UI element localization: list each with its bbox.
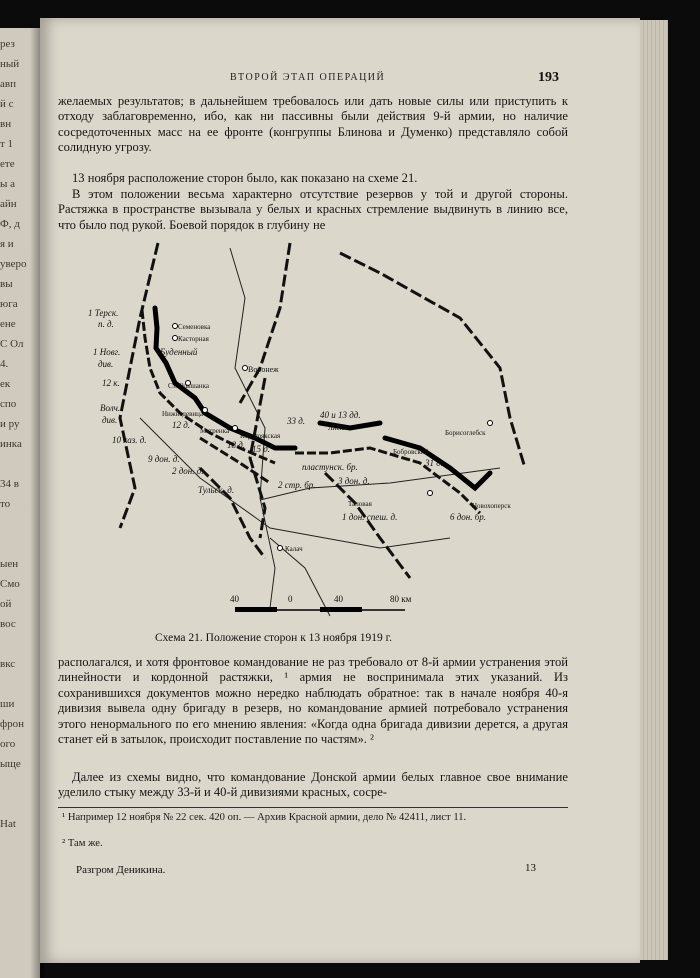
left-page-fragment: ыен [0,558,19,570]
map-labels [88,308,511,553]
paragraph-1: желаемых результатов; в дальнейшем требовалось или дать новые силы или приступить к отходу заблаговременно, ибо, как ни пассивны были действия 9-й армии, но наличие сосредоточенных масс на ее фронте (конгруппы Блинова и Думенко) представляло собой солидную угрозу. [58,94,568,155]
left-page-fragment: Ф, д [0,218,20,230]
left-page-fragment: уверо [0,258,27,270]
paragraph-2: 13 ноября расположение сторон было, как показано на схеме 21. [72,171,418,185]
left-page-fragment: ыще [0,758,21,770]
map-label: 18 д. [227,440,246,450]
map-label: 10 каз. д. [112,435,147,445]
scale-label: 80 км [390,594,412,604]
map-label: 12 д. [172,420,191,430]
left-page-fragment: и ру [0,418,20,430]
map-label: Бобровский [393,448,429,456]
map-label: 33 д. [287,416,306,426]
page-number: 193 [538,70,559,85]
map-label: Нижнедевица [162,410,203,418]
map-label: 1 Новг. [93,347,121,357]
scale-label: 0 [288,594,293,604]
map-label: Касторная [178,335,209,343]
sheet-number: 13 [525,862,536,874]
map-label: 1 Терск. [88,308,119,318]
map-label: Калач [285,545,303,553]
left-page-fragment: ене [0,318,16,330]
left-page-fragment: юга [0,298,18,310]
left-page-fragment: ы а [0,178,16,190]
left-page-fragment: ого [0,738,16,750]
left-page-fragment: т 1 [0,138,14,150]
left-page-fragment: то [0,498,11,510]
map-label: пластунск. бр. [302,462,358,472]
left-page-fragment: вос [0,618,16,630]
map-label: Тульск. д. [198,485,235,495]
left-page-fragment: вн [0,118,12,130]
map-label: Новохоперск [472,502,511,510]
map-label: Воронеж [248,365,279,374]
figure-caption: Схема 21. Положение сторон к 13 ноября 1919 г. [155,632,392,644]
left-page-fragment: Смо [0,578,20,590]
map-label: 2 стр. бр. [278,480,316,490]
paragraph-5: Далее из схемы видно, что командование Донской армии белых главное свое внимание уделило стыку между 33-й и 40-й дивизиями красных, сосре- [58,770,568,800]
signature-mark: Разгром Деникина. [76,864,166,876]
map-label: 31 д. [425,458,444,468]
scale-bar [230,594,412,612]
footnote-rule [58,807,568,808]
left-page-fragment: инка [0,438,22,450]
map-label: Ст. Ольшанка [168,382,209,390]
map-label: Борисоглебск [445,429,486,437]
left-page-fragment: ный [0,58,20,70]
left-page-fragment: я и [0,238,14,250]
left-page-fragment: ой [0,598,12,610]
map-label: Буденный [160,347,198,357]
map-label: Волч. [100,403,121,413]
left-page-fragment: 4. [0,358,9,370]
map-label: Матренка [200,427,230,435]
left-page-fragment: Hat [0,818,16,830]
map-label: 40 и 13 дд. [320,410,361,420]
left-page-fragment: вы [0,278,13,290]
map-label: 2 дон. д. [172,466,204,476]
left-page-fragment: фрон [0,718,25,730]
left-page-fragment: айн [0,198,17,210]
left-page-fragment: спо [0,398,17,410]
map-label: Лиски [328,424,347,432]
map-label: 15 д. [252,444,271,454]
running-header: ВТОРОЙ ЭТАП ОПЕРАЦИЙ [230,72,386,83]
map-label: 3 дон. д. [338,476,370,486]
left-page-fragment: й с [0,98,14,110]
map-label: Коротоякская [240,432,281,440]
map-label: Таловая [348,500,372,508]
map-label: п. д. [98,319,114,329]
map-label: 9 дон. д. [148,454,180,464]
footnote-2: ² Там же. [62,838,103,849]
left-page-fragment: авп [0,78,16,90]
left-page-fragment: вкс [0,658,16,670]
left-page-fragment: рез [0,38,15,50]
left-page-fragment: ши [0,698,15,710]
map-label: Семеновка [178,323,211,331]
scale-label: 40 [230,594,239,604]
scale-label: 40 [334,594,343,604]
map-label: 12 к. [102,378,120,388]
left-page-fragment: ете [0,158,15,170]
scheme-21-map [80,238,550,618]
paragraph-3: В этом положении весьма характерно отсутствие резервов у той и другой стороны. Растяжка в пространстве вызывала у белых и красных стремление выдвинуть в линию все, что было под рукой. Боевой порядок в глубину не [58,187,568,232]
footnote-1: ¹ Например 12 ноября № 22 сек. 420 оп. — Архив Красной армии, дело № 42411, лист 11. [62,812,467,823]
map-label: див. [98,359,114,369]
paragraph-4: располагался, и хотя фронтовое командование не раз требовало от 8-й армии устранения этой линейности и кордонной растяжки, ¹ армия не воспринимала этих указаний. Из сохранившихся документов можно нередко наблюдать обратное: так в начале ноября 40-я дивизия вывела одну бригаду в резерв, но командование армией потребовало устранения этого ненормального по его мнению явления: «Когда одна бригада дивизии дерется, а другая станет ей в затылок, происходит поставление по частям». ² [58,655,568,747]
map-label: див. [102,415,118,425]
left-page-fragment: ек [0,378,11,390]
map-label: 6 дон. бр. [450,512,487,522]
map-label: 1 дон. спеш. д. [342,512,398,522]
left-page-fragment: С Ол [0,338,24,350]
page-stack-edges [640,20,668,960]
left-page-fragment: 34 в [0,478,19,490]
